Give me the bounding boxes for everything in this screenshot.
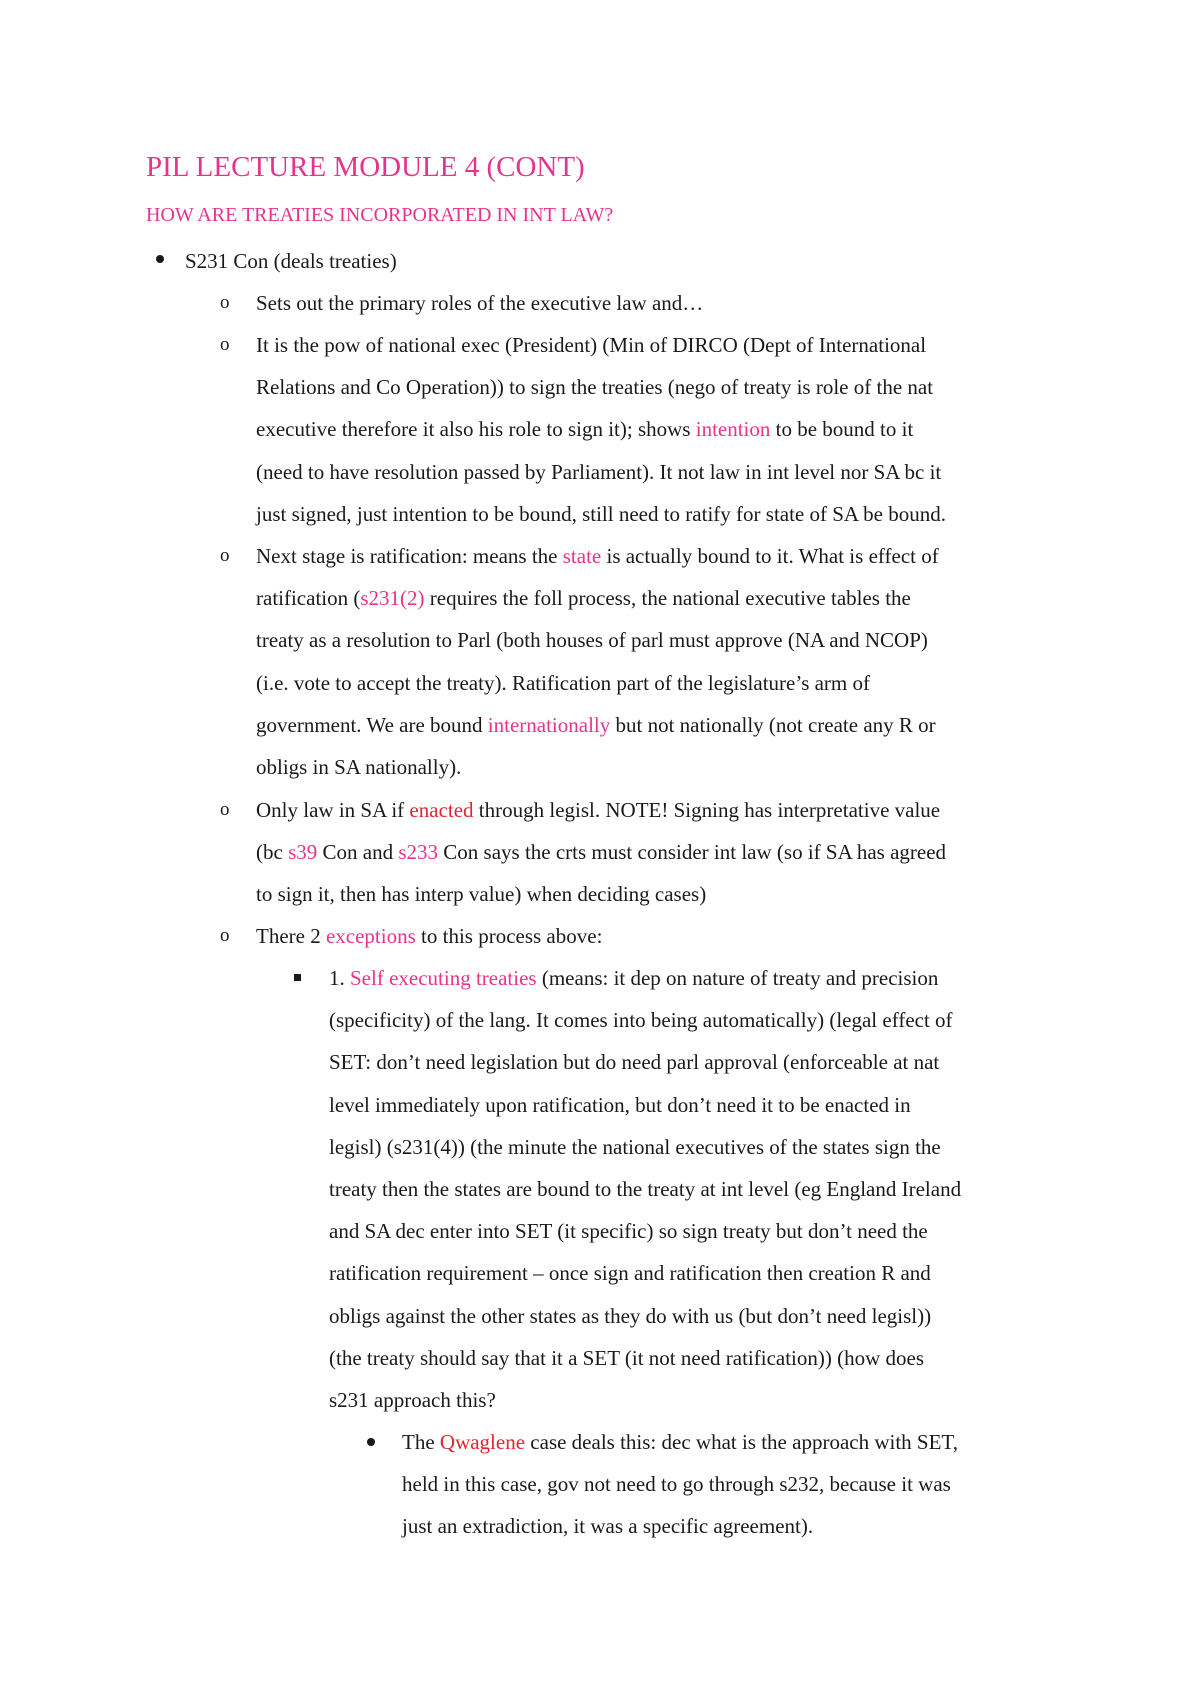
section-heading: HOW ARE TREATIES INCORPORATED IN INT LAW? <box>146 204 614 226</box>
highlighted-term: internationally <box>487 712 611 737</box>
highlighted-term: enacted <box>409 798 474 822</box>
text-line: SET: don’t need legislation but do need parl approval (enforceable at nat <box>329 1050 940 1075</box>
text-line: legisl) (s231(4)) (the minute the national executives of the states sign the <box>329 1134 941 1159</box>
highlighted-term: s231(2) <box>360 586 425 611</box>
list-item <box>402 1421 958 1548</box>
highlighted-term: Self executing treaties <box>350 966 537 990</box>
text-line: treaty then the states are bound to the treaty at int level (eg England Ireland <box>329 1177 962 1202</box>
highlighted-term: state <box>562 544 602 568</box>
text-line: held in this case, gov not need to go through s232, because it was <box>402 1472 951 1497</box>
list-item <box>256 789 946 916</box>
bullet-disc-icon <box>156 255 164 263</box>
text-line: (bc s39 Con and s233 Con says the crts must consider int law (so if SA has agreed <box>256 840 947 865</box>
text-line: executive therefore it also his role to sign it); shows intention to be bound to it <box>256 417 914 442</box>
text-line: Only law in SA if enacted through legisl. NOTE! Signing has interpretative value <box>256 798 941 822</box>
highlighted-term: exceptions <box>325 924 416 948</box>
text-line: to sign it, then has interp value) when deciding cases) <box>256 882 707 907</box>
text-line: and SA dec enter into SET (it specific) so sign treaty but don’t need the <box>329 1219 928 1244</box>
document-title: PIL LECTURE MODULE 4 (CONT) <box>146 151 585 183</box>
bullet-circle-icon: o <box>220 292 230 313</box>
bullet-square-icon <box>294 974 301 981</box>
text-line: ratification requirement – once sign and ratification then creation R and <box>329 1261 931 1286</box>
text-line: There 2 exceptions to this process above: <box>256 924 603 948</box>
list-item <box>185 240 397 282</box>
text-line: obligs against the other states as they do with us (but don’t need legisl)) <box>329 1303 932 1328</box>
text-line: S231 Con (deals treaties) <box>185 249 397 273</box>
list-item <box>329 957 961 1421</box>
text-line: just signed, just intention to be bound, still need to ratify for state of SA be bound. <box>256 501 947 526</box>
text-line: 1. Self executing treaties (means: it dep on nature of treaty and precision <box>329 966 939 990</box>
list-item <box>256 915 602 957</box>
bullet-circle-icon: o <box>220 925 230 946</box>
text-line: (i.e. vote to accept the treaty). Ratification part of the legislature’s arm of <box>256 670 871 695</box>
text-line: The Qwaglene case deals this: dec what is the approach with SET, <box>402 1430 958 1454</box>
list-item <box>256 324 946 535</box>
text-line: ratification (s231(2) requires the foll process, the national executive tables the <box>256 586 911 611</box>
text-line: level immediately upon ratification, but don’t need it to be enacted in <box>329 1092 911 1117</box>
text-line: Relations and Co Operation)) to sign the treaties (nego of treaty is role of the nat <box>256 375 934 400</box>
list-item <box>256 535 939 788</box>
text-line: Next stage is ratification: means the state is actually bound to it. What is effect of <box>256 544 939 568</box>
bullet-circle-icon: o <box>220 545 230 566</box>
text-line: It is the pow of national exec (President) (Min of DIRCO (Dept of International <box>256 333 927 357</box>
text-line: obligs in SA nationally). <box>256 755 462 780</box>
list-item <box>256 282 703 324</box>
text-line: Sets out the primary roles of the executive law and… <box>256 291 704 315</box>
bullet-circle-icon: o <box>220 334 230 355</box>
bullet-circle-icon: o <box>220 799 230 820</box>
highlighted-term: Qwaglene <box>439 1430 526 1454</box>
highlighted-term: s233 <box>398 840 439 865</box>
text-line: government. We are bound internationally but not nationally (not create any R or <box>256 712 936 737</box>
text-line: (the treaty should say that it a SET (it not need ratification)) (how does <box>329 1345 925 1370</box>
highlighted-term: intention <box>695 417 771 442</box>
highlighted-term: s39 <box>288 840 318 865</box>
text-line: (specificity) of the lang. It comes into being automatically) (legal effect of <box>329 1008 953 1033</box>
bullet-disc-icon <box>367 1438 375 1446</box>
text-line: treaty as a resolution to Parl (both houses of parl must approve (NA and NCOP) <box>256 628 928 653</box>
text-line: s231 approach this? <box>329 1388 496 1413</box>
text-line: (need to have resolution passed by Parliament). It not law in int level nor SA bc it <box>256 459 942 484</box>
text-line: just an extradiction, it was a specific agreement). <box>402 1514 814 1539</box>
